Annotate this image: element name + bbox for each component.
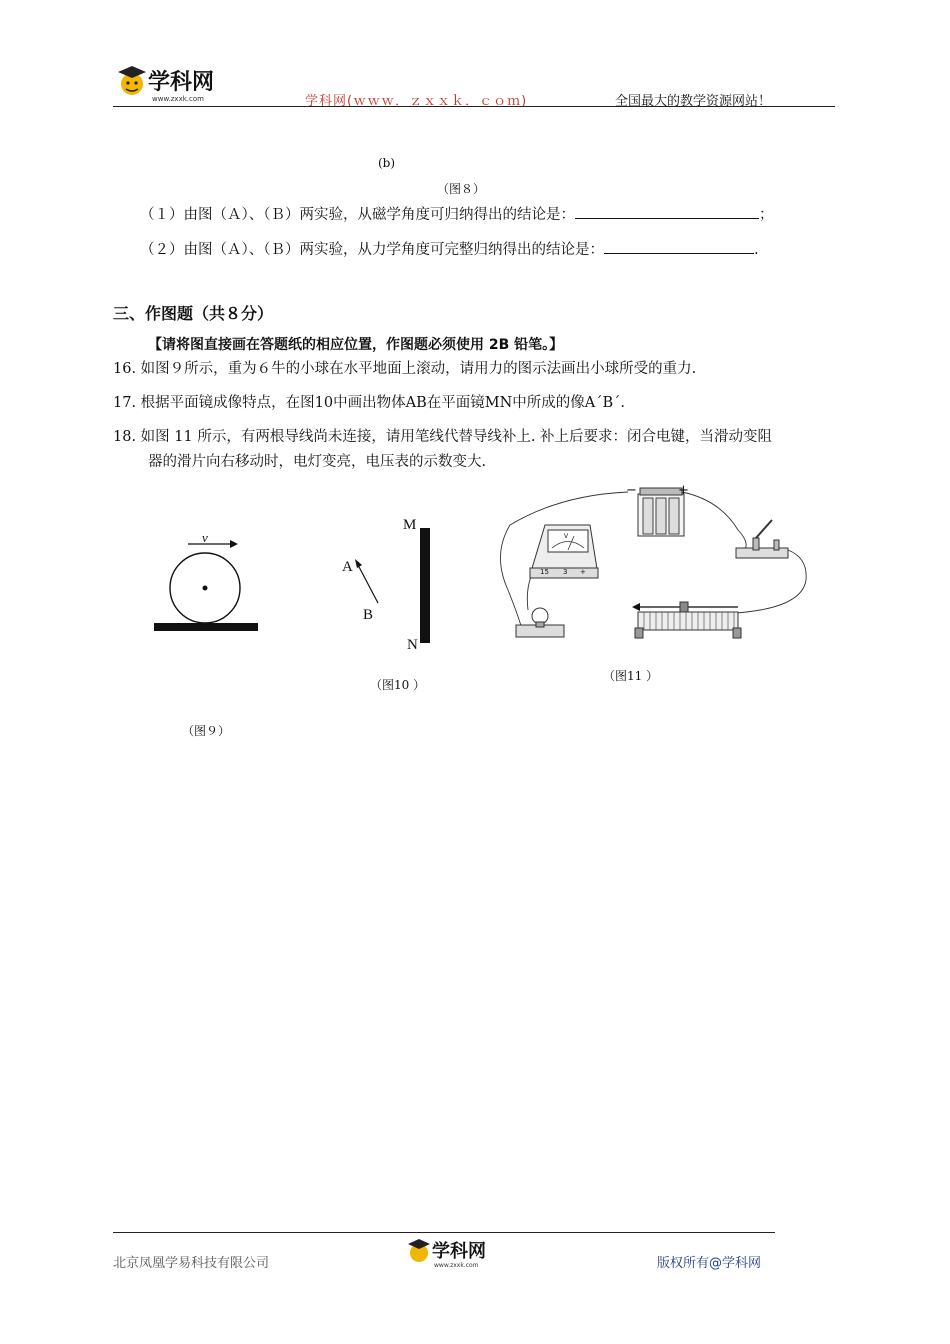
meter-terminal-15: 15 [540, 568, 549, 576]
fig8-sub-label: (b) [378, 156, 396, 170]
battery-minus-label: − [626, 483, 637, 498]
meter-terminal-3: 3 [563, 568, 568, 576]
velocity-label: v [202, 530, 208, 545]
switch-icon [736, 520, 788, 558]
header-slogan: 全国最大的教学资源网站！ [615, 94, 772, 109]
section-title: 三、作图题（共８分） [113, 304, 274, 323]
section-note: 【请将图直接画在答题纸的相应位置，作图题必须使用 2B 铅笔。】 [148, 337, 564, 353]
question-18-line1: 18. 如图 11 所示，有两根导线尚未连接，请用笔线代替导线补上. 补上后要求：闭合电键，当滑动变阻 [113, 429, 773, 445]
question-prev-1 [140, 203, 774, 225]
label-a: A [342, 559, 353, 575]
question-prev-2 [140, 238, 759, 260]
plane-mirror [420, 528, 430, 643]
footer-logo-sub: www.zxxk.com [434, 1262, 479, 1269]
logo-text: 学科网 [148, 70, 215, 95]
footer-logo-text: 学科网 [432, 1241, 486, 1262]
battery-plus-label: + [678, 483, 689, 498]
footer-divider [113, 1232, 775, 1233]
question-17: 17. 根据平面镜成像特点，在图10中画出物体AB在平面镜MN中所成的像A´B´. [113, 395, 626, 411]
question-16: 16. 如图９所示，重为６牛的小球在水平地面上滚动，请用力的图示法画出小球所受的重力. [113, 361, 697, 377]
wire-3 [736, 550, 806, 613]
label-n: N [407, 637, 418, 653]
fig8-caption: （图８） [437, 182, 486, 196]
header-logo [112, 62, 227, 110]
meter-unit-label: V [564, 533, 569, 540]
footer-logo-mascot-icon [405, 1236, 500, 1270]
ball-center [203, 586, 208, 591]
answer-blank-2[interactable] [604, 238, 754, 254]
question-prev-2-text: （２）由图（Ａ）、（Ｂ）两实验，从力学角度可完整归纳得出的结论是： [140, 242, 604, 258]
logo-sub: www.zxxk.com [152, 95, 204, 103]
question-prev-2-end: . [754, 242, 759, 258]
object-arrowhead-icon [355, 559, 362, 568]
header-site[interactable]: 学科网(ｗｗｗ．ｚｘｘｋ．ｃｏｍ) [305, 94, 528, 109]
velocity-arrowhead-icon [230, 540, 238, 548]
header-divider [113, 106, 835, 107]
fig10-caption: （图10 ） [370, 678, 426, 692]
slider-left-arrowhead-icon [632, 603, 640, 611]
question-prev-1-text: （１）由图（Ａ）、（Ｂ）两实验，从磁学角度可归纳得出的结论是： [140, 207, 575, 223]
ground [154, 623, 258, 631]
rheostat-icon [635, 602, 741, 638]
meter-terminal-plus: + [580, 568, 586, 576]
wire-2 [682, 492, 746, 552]
figure-10 [335, 515, 455, 660]
footer-copyright[interactable]: 版权所有@学科网 [657, 1256, 762, 1271]
footer-company: 北京凤凰学易科技有限公司 [113, 1256, 270, 1271]
label-b: B [363, 607, 374, 623]
figure-9 [150, 530, 265, 639]
footer-logo [405, 1236, 500, 1274]
logo-mascot-icon [112, 62, 227, 106]
label-m: M [403, 517, 417, 533]
figure-11 [490, 480, 820, 655]
question-18-line2: 器的滑片向右移动时，电灯变亮，电压表的示数变大. [148, 454, 487, 470]
fig9-caption: （图９） [182, 724, 231, 738]
question-prev-1-end: ； [759, 207, 774, 223]
bulb-icon [516, 608, 564, 637]
answer-blank-1[interactable] [575, 203, 759, 219]
fig11-caption: （图11 ） [603, 669, 659, 683]
object-ab [358, 565, 378, 603]
